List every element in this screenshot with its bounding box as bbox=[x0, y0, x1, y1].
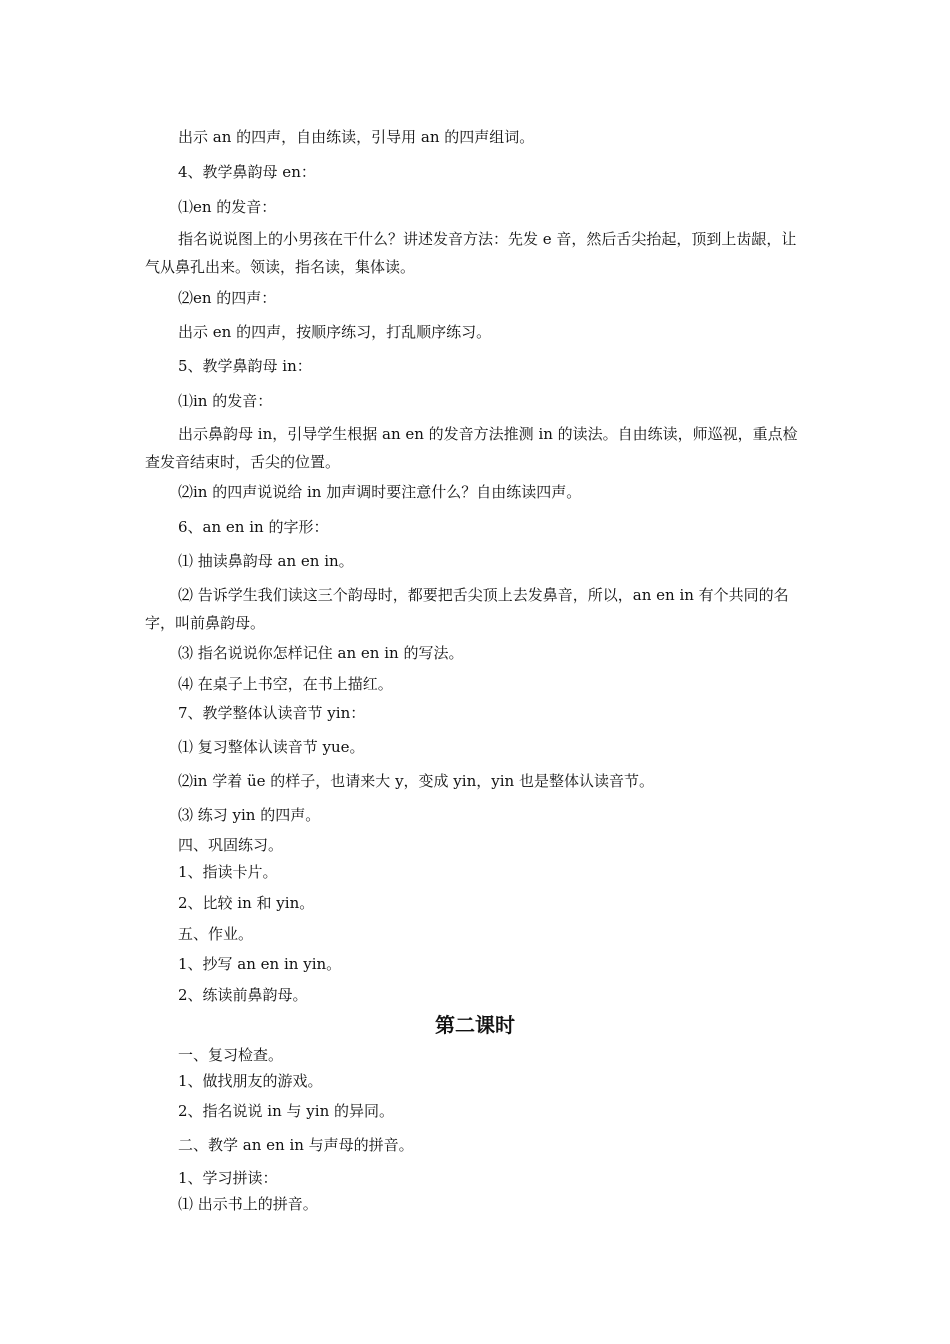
text-line: 一、复习检查。 bbox=[178, 1046, 284, 1064]
text-line: ⑴ 出示书上的拼音。 bbox=[178, 1195, 318, 1213]
text-line: ⑴ 复习整体认读音节 yue。 bbox=[178, 738, 365, 756]
text-line: ⑵in 的四声说说给 in 加声调时要注意什么？自由练读四声。 bbox=[178, 483, 582, 501]
text-paragraph: ⑵ 告诉学生我们读这三个韵母时，都要把舌尖顶上去发鼻音，所以，an en in 有个共同的名字，叫前鼻韵母。 bbox=[145, 586, 789, 632]
text-line: 二、教学 an en in 与声母的拼音。 bbox=[178, 1136, 414, 1154]
text-line: 4、教学鼻韵母 en： bbox=[178, 163, 316, 181]
text-line: ⑵en 的四声： bbox=[178, 289, 277, 307]
text-paragraph: 出示鼻韵母 in，引导学生根据 an en 的发音方法推测 in 的读法。自由练读，师巡视，重点检查发音结束时，舌尖的位置。 bbox=[145, 425, 798, 471]
text-line: 1、指读卡片。 bbox=[178, 863, 278, 881]
text-line: ⑴en 的发音： bbox=[178, 198, 277, 216]
text-paragraph: 指名说说图上的小男孩在干什么？讲述发音方法：先发 e 音，然后舌尖抬起，顶到上齿龈，让气从鼻孔出来。领读，指名读，集体读。 bbox=[145, 230, 797, 276]
text-line: ⑶ 指名说说你怎样记住 an en in 的写法。 bbox=[178, 644, 464, 662]
text-line: 1、做找朋友的游戏。 bbox=[178, 1072, 323, 1090]
text-line: 1、学习拼读： bbox=[178, 1169, 278, 1187]
text-line: 5、教学鼻韵母 in： bbox=[178, 357, 312, 375]
text-line: ⑴in 的发音： bbox=[178, 392, 273, 410]
text-line: 6、an en in 的字形： bbox=[178, 518, 329, 536]
text-line: 出示 en 的四声，按顺序练习，打乱顺序练习。 bbox=[178, 323, 492, 341]
text-line: 出示 an 的四声，自由练读，引导用 an 的四声组词。 bbox=[178, 128, 535, 146]
text-line: ⑶ 练习 yin 的四声。 bbox=[178, 806, 321, 824]
text-line: 7、教学整体认读音节 yin： bbox=[178, 704, 366, 722]
text-line: 五、作业。 bbox=[178, 925, 254, 943]
text-line: 2、练读前鼻韵母。 bbox=[178, 986, 308, 1004]
text-line: ⑵in 学着 üe 的样子，也请来大 y，变成 yin，yin 也是整体认读音节。 bbox=[178, 772, 654, 790]
text-line: ⑴ 抽读鼻韵母 an en in。 bbox=[178, 552, 354, 570]
text-line: 四、巩固练习。 bbox=[178, 836, 284, 854]
text-line: 1、抄写 an en in yin。 bbox=[178, 955, 342, 973]
text-line: ⑷ 在桌子上书空，在书上描红。 bbox=[178, 675, 393, 693]
section-title: 第二课时 bbox=[435, 1013, 515, 1037]
text-line: 2、指名说说 in 与 yin 的异同。 bbox=[178, 1102, 395, 1120]
text-line: 2、比较 in 和 yin。 bbox=[178, 894, 315, 912]
